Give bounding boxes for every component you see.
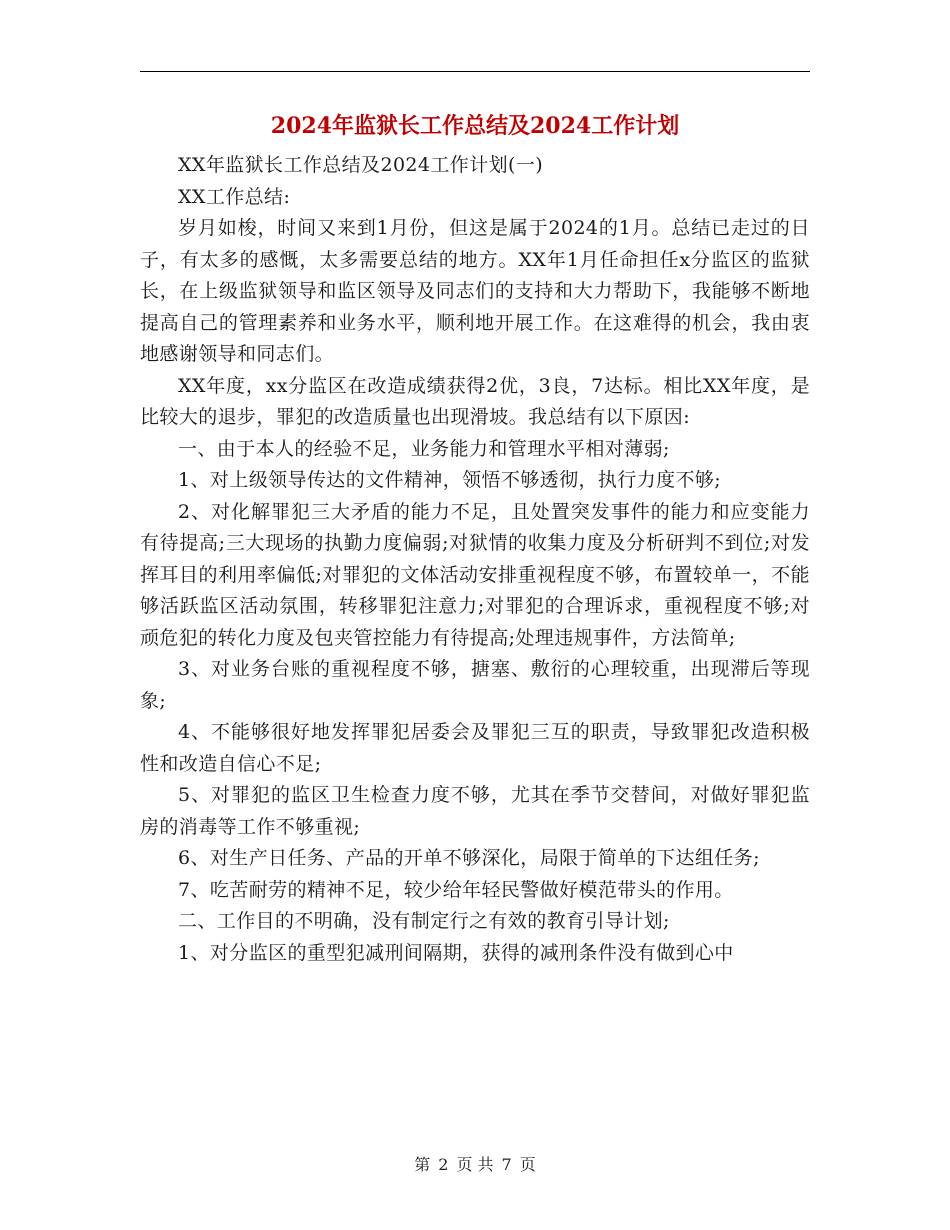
paragraph: 1、对分监区的重型犯减刑间隔期，获得的减刑条件没有做到心中 xyxy=(178,941,734,964)
paragraph: XX年监狱长工作总结及2024工作计划(一) xyxy=(178,154,544,176)
paragraph: XX年度，xx分监区在改造成绩获得2优，3良，7达标。相比XX年度，是比较大的退步，罪犯的改造质量也出现滑坡。我总结有以下原因: xyxy=(140,374,810,428)
paragraph: 6、对生产日任务、产品的开单不够深化，局限于简单的下达组任务; xyxy=(178,847,760,869)
paragraph: 5、对罪犯的监区卫生检查力度不够，尤其在季节交替间，对做好罪犯监房的消毒等工作不够重视; xyxy=(140,784,810,838)
paragraph: 一、由于本人的经验不足，业务能力和管理水平相对薄弱; xyxy=(178,437,670,460)
paragraph: 7、吃苦耐劳的精神不足，较少给年轻民警做好模范带头的作用。 xyxy=(178,878,734,901)
total-pages-number: 7 xyxy=(501,1155,512,1174)
page-footer xyxy=(140,1153,810,1177)
paragraph: 3、对业务台账的重视程度不够，搪塞、敷衍的心理较重，出现滞后等现象; xyxy=(140,658,810,712)
document-title: 2024年监狱长工作总结及2024工作计划 xyxy=(270,113,680,139)
footer-suffix: 页 xyxy=(519,1155,536,1174)
footer-middle: 页 共 xyxy=(456,1155,494,1174)
footer-prefix: 第 xyxy=(414,1155,431,1174)
document-body xyxy=(140,150,810,969)
paragraph: XX工作总结: xyxy=(178,185,291,208)
paragraph: 4、不能够很好地发挥罪犯居委会及罪犯三互的职责，导致罪犯改造积极性和改造自信心不足; xyxy=(140,721,810,775)
paragraph: 岁月如梭，时间又来到1月份，但这是属于2024的1月。总结已走过的日子，有太多的感慨，太多需要总结的地方。XX年1月任命担任x分监区的监狱长，在上级监狱领导和监区领导及同志们的支持和大力帮助下，我能够不断地提高自己的管理素养和业务水平，顺利地开展工作。在这难得的机会，我由衷地感谢领导和同志们。 xyxy=(140,217,810,365)
current-page-number: 2 xyxy=(438,1155,449,1174)
header-rule xyxy=(140,71,810,72)
paragraph: 1、对上级领导传达的文件精神，领悟不够透彻，执行力度不够; xyxy=(178,469,722,491)
paragraph: 二、工作目的不明确，没有制定行之有效的教育引导计划; xyxy=(178,910,670,932)
paragraph: 2、对化解罪犯三大矛盾的能力不足，且处置突发事件的能力和应变能力有待提高;三大现场的执勤力度偏弱;对狱情的收集力度及分析研判不到位;对发挥耳目的利用率偏低;对罪犯的文体活动安排重视程度不够，布置较单一，不能够活跃监区活动氛围，转移罪犯注意力;对罪犯的合理诉求，重视程度不够;对顽危犯的转化力度及包夹管控能力有待提高;处理违规事件，方法简单; xyxy=(140,500,810,649)
